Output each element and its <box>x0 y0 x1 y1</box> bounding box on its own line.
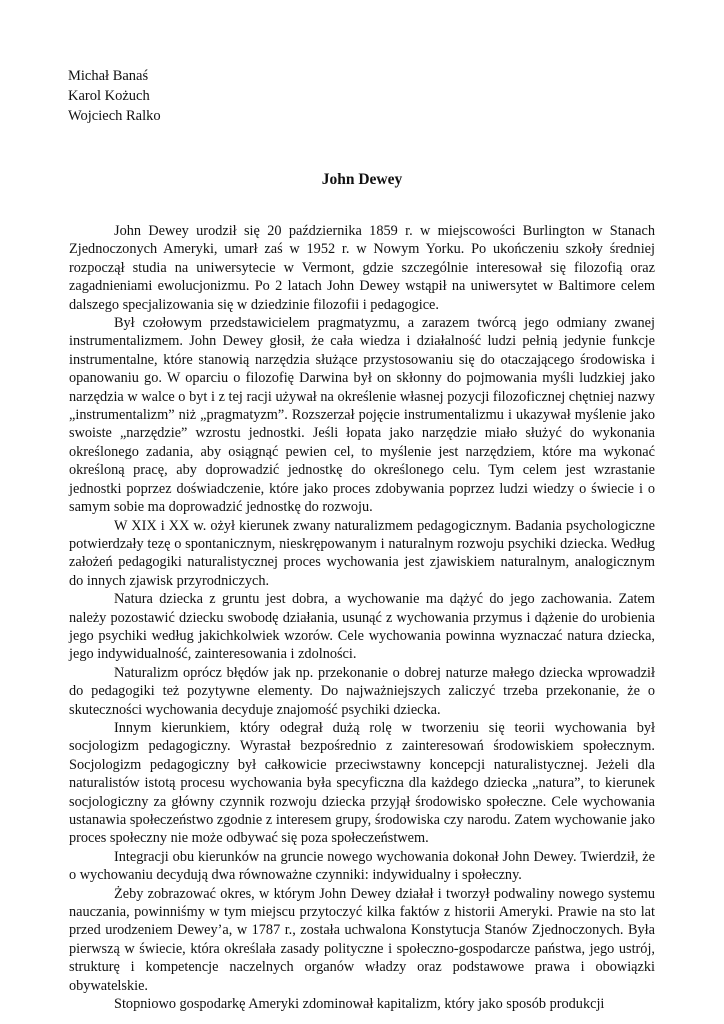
body-paragraph: W XIX i XX w. ożył kierunek zwany naturalizmem pedagogicznym. Badania psychologiczne potwierdzały tezę o spontanicznym, nieskrępowanym i naturalnym rozwoju psychiki dziecka. Według założeń pedagogiki naturalistycznej proces wychowania jest zjawiskiem naturalnym, analogicznym do innych zjawisk przyrodniczych. <box>69 517 655 589</box>
document-title: John Dewey <box>321 171 403 188</box>
author-list <box>68 66 161 126</box>
body-paragraph: Żeby zobrazować okres, w którym John Dewey działał i tworzył podwaliny nowego systemu nauczania, powinniśmy w tym miejscu przytoczyć kilka faktów z historii Ameryki. Prawie na sto lat przed urodzeniem Dewey’a, w 1787 r., została uchwalona Konstytucja Stanów Zjednoczonych. Była pierwszą w świecie, która określała zasady polityczne i społeczno-gospodarcze państwa, jego ustrój, strukturę i kompetencje naczelnych organów władzy oraz podstawowe prawa i obowiązki obywatelskie. <box>69 885 655 994</box>
body-paragraph: Był czołowym przedstawicielem pragmatyzmu, a zarazem twórcą jego odmiany zwanej instrumentalizmem. John Dewey głosił, że cała wiedza i działalność ludzi pełnią jedynie funkcje instrumentalne, które stanowią narzędzia służące przystosowaniu się do otaczającego środowiska i opanowaniu go. W oparciu o filozofię Darwina był on skłonny do pojmowania myśli ludzkiej jako narzędzia w walce o byt i z tej racji używał na określenie własnej pozycji filozoficznej chętniej nazwy „instrumentalizm” niż „pragmatyzm”. Rozszerzał pojęcie instrumentalizmu i ukazywał myślenie jako swoiste „narzędzie” wzrostu jednostki. Jeśli łopata jako narzędzie miało służyć do wykonania określonego zadania, aby osiągnąć pewien cel, to myślenie jest narzędziem, które ma wykonać określoną pracę, aby doprowadzić jednostkę do określonego celu. Tym celem jest wzrastanie jednostki poprzez doświadczenie, które jako proces zdobywania poprzez ludzi wiedzy o świecie i o samym sobie ma doprowadzić jednostkę do rozwoju. <box>69 315 655 516</box>
body-paragraph: John Dewey urodził się 20 października 1859 r. w miejscowości Burlington w Stanach Zjednoczonych Ameryki, umarł zaś w 1952 r. w Nowym Yorku. Po ukończeniu szkoły średniej rozpoczął studia na uniwersytecie w Vermont, gdzie szczególnie interesował się filozofią oraz zagadnieniami ewolucjonizmu. Po 2 latach John Dewey wstąpił na uniwersytet w Baltimore celem dalszego specjalizowania się w dziedzinie filozofii i pedagogice. <box>69 223 655 313</box>
author-name: Michał Banaś <box>68 68 149 84</box>
body-paragraph: Stopniowo gospodarkę Ameryki zdominował kapitalizm, który jako sposób produkcji <box>114 996 605 1013</box>
body-paragraph: Natura dziecka z gruntu jest dobra, a wychowanie ma dążyć do jego zachowania. Zatem należy pozostawić dziecku swobodę działania, usunąć z wychowania przymus i dążenie do urobienia jego psychiki według jakichkolwiek wzorów. Cele wychowania powinna wyznaczać natura dziecka, jego indywidualność, zainteresowania i zdolności. <box>69 591 655 663</box>
body-paragraph: Innym kierunkiem, który odegrał dużą rolę w tworzeniu się teorii wychowania był socjologizm pedagogiczny. Wyrastał bezpośrednio z zainteresowań środowiskiem społecznym. Socjologizm pedagogiczny był całkowicie przeciwstawny koncepcji naturalistycznej. Jeżeli dla naturalistów istotą procesu wychowania była specyficzna dla każdego dziecka „natura”, to kierunek socjologiczny za główny czynnik rozwoju dziecka przyjął środowisko społeczne. Cele wychowania ustanawia społeczeństwo zgodnie z interesem grupy, środowiska czy narodu. Zatem wychowanie jako proces społeczny nie może odbywać się poza społeczeństwem. <box>69 719 655 847</box>
author-name: Wojciech Ralko <box>68 108 161 124</box>
author-name: Karol Kożuch <box>68 88 150 104</box>
body-paragraph: Naturalizm oprócz błędów jak np. przekonanie o dobrej naturze małego dziecka wprowadził do pedagogiki też pozytywne elementy. Do najważniejszych zaliczyć trzeba przekonanie, że o skuteczności wychowania decyduje znajomość psychiki dziecka. <box>69 664 655 718</box>
document-body <box>69 222 655 1013</box>
body-paragraph: Integracji obu kierunków na gruncie nowego wychowania dokonał John Dewey. Twierdził, że o wychowaniu decydują dwa równoważne czynniki: indywidualny i społeczny. <box>69 848 655 884</box>
